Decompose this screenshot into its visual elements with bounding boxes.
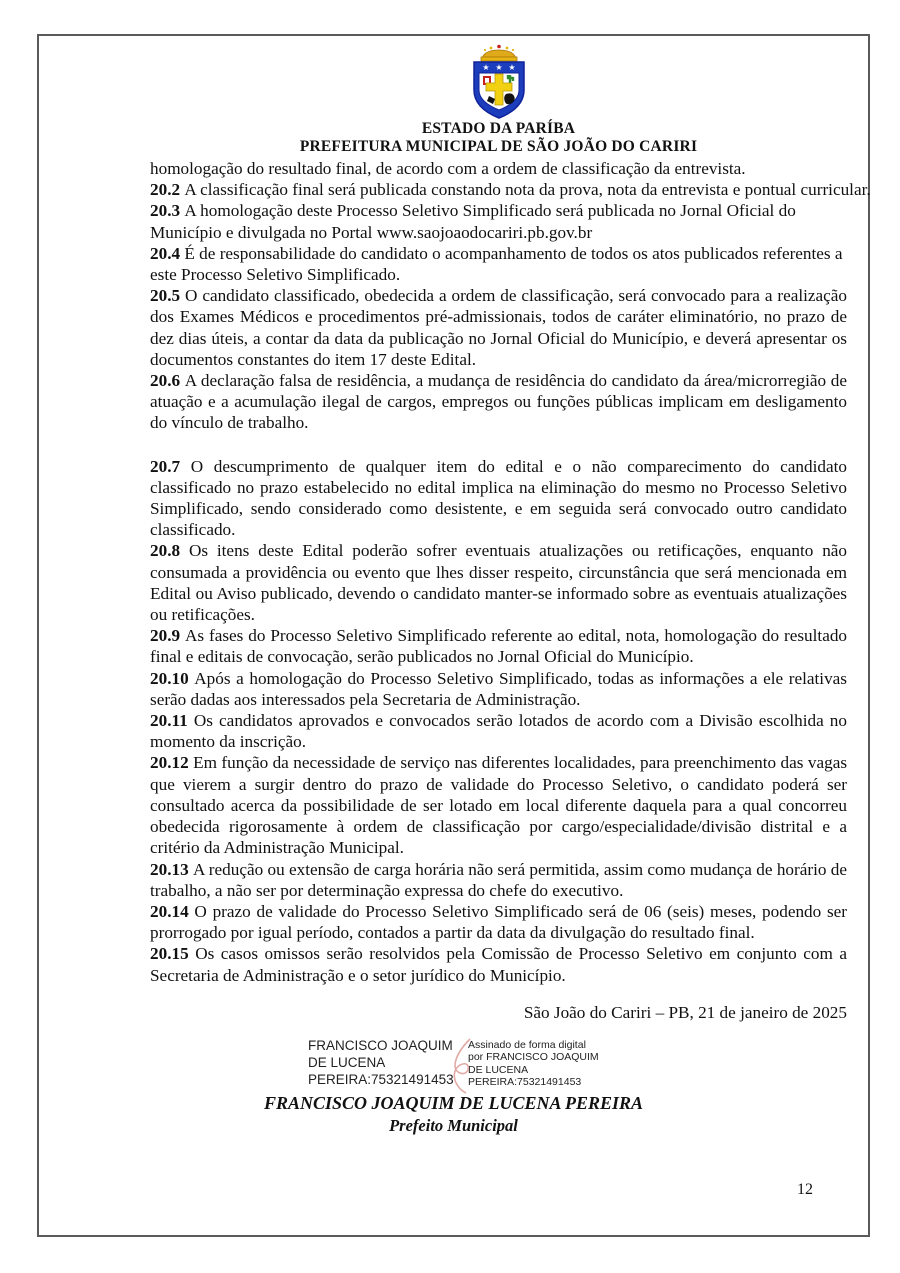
page-border	[37, 34, 870, 1237]
digital-signature-signer-line: DE LUCENA	[308, 1054, 386, 1070]
paragraph: 20.13 A redução ou extensão de carga horária não será permitida, assim como mudança de horário de trabalho, a não ser por determinação expressa do chefe do executivo.	[150, 859, 848, 900]
item-number: 20.5	[150, 286, 185, 306]
svg-text:★: ★	[481, 63, 490, 72]
paragraph: 20.5 O candidato classificado, obedecida a ordem de classificação, será convocado para a realização dos Exames Médicos e procedimentos pré-admissionais, todos de caráter eliminatório, no prazo de dez dias úteis, a contar da data da publicação no Jornal Oficial do Município, e deverá apresentar os documentos constantes do item 17 deste Edital.	[150, 286, 848, 369]
digital-signature-detail-line: PEREIRA:75321491453	[468, 1076, 582, 1089]
svg-text:★: ★	[507, 63, 516, 72]
item-number: 20.14	[150, 901, 195, 921]
digital-signature-detail-line: DE LUCENA	[468, 1063, 529, 1076]
item-number: 20.8	[150, 541, 189, 561]
page-content	[150, 36, 871, 1136]
digital-signature-detail-line: por FRANCISCO JOAQUIM	[468, 1051, 599, 1064]
paragraph: 20.4 É de responsabilidade do candidato o acompanhamento de todos os atos publicados referentes a este Processo Seletivo Simplificado.	[150, 243, 843, 285]
digital-signature-signer	[308, 1037, 468, 1088]
paragraph-spacer	[150, 434, 847, 456]
signatory-name: FRANCISCO JOAQUIM DE LUCENA PEREIRA	[263, 1092, 644, 1113]
item-number: 20.11	[150, 711, 194, 731]
paragraph: 20.11 Os candidatos aprovados e convocados serão lotados de acordo com a Divisão escolhida no momento da inscrição.	[150, 711, 847, 752]
item-number: 20.9	[150, 626, 185, 646]
header-municipality-line: PREFEITURA MUNICIPAL DE SÃO JOÃO DO CARIRI	[299, 137, 698, 155]
document-header	[150, 36, 847, 155]
item-number: 20.12	[150, 753, 194, 773]
signatory-title: Prefeito Municipal	[389, 1115, 518, 1135]
digital-signature-block	[308, 1037, 847, 1089]
paragraph: 20.14 O prazo de validade do Processo Seletivo Simplificado será de 06 (seis) meses, podendo ser prorrogado por igual período, contados a partir da data da divulgação do resultado final.	[150, 901, 848, 943]
item-number: 20.4	[150, 243, 185, 263]
item-number: 20.6	[150, 371, 185, 391]
item-number: 20.7	[150, 456, 191, 476]
paragraph: 20.6 A declaração falsa de residência, a mudança de residência do candidato da área/microrregião de atuação e a acumulação ilegal de cargos, empregos ou funções públicas implicam em desligamento do vínculo de trabalho.	[150, 371, 847, 433]
item-number: 20.10	[150, 668, 195, 688]
paragraph: 20.15 Os casos omissos serão resolvidos pela Comissão de Processo Seletivo em conjunto com a Secretaria de Administração e o setor jurídico do Município.	[150, 944, 847, 985]
paragraph: homologação do resultado final, de acordo com a ordem de classificação da entrevista.	[150, 159, 746, 178]
svg-text:★: ★	[494, 63, 503, 72]
coat-of-arms-icon	[469, 44, 529, 120]
paragraph: 20.9 As fases do Processo Seletivo Simplificado referente ao edital, nota, homologação do resultado final e editais de convocação, serão publicados no Jornal Oficial do Município.	[150, 626, 848, 667]
paragraph: 20.2 A classificação final será publicada constando nota da prova, nota da entrevista e pontual curricular.	[150, 180, 871, 200]
digital-signature-signer-line: PEREIRA:75321491453	[308, 1071, 454, 1087]
item-number: 20.15	[150, 944, 196, 964]
item-number: 20.13	[150, 859, 194, 879]
paragraph: 20.8 Os itens deste Edital poderão sofrer eventuais atualizações ou retificações, enquanto não consumada a providência ou evento que lhes disser respeito, circunstância que será mencionada em Edital ou Aviso publicado, devendo o candidato manter-se informado sobre as eventuais atualizações ou retificações.	[150, 541, 848, 625]
item-number: 20.3	[150, 201, 185, 221]
header-state-line: ESTADO DA PARÍBA	[421, 120, 576, 137]
paragraph: 20.3 A homologação deste Processo Seletivo Simplificado será publicada no Jornal Oficial do Município e divulgada no Portal www.saojoaodocariri.pb.gov.br	[150, 201, 796, 242]
digital-signature-detail-line: Assinado de forma digital	[468, 1038, 586, 1051]
paragraph: 20.7 O descumprimento de qualquer item do edital e o não comparecimento do candidato classificado no prazo estabelecido no edital implica na eliminação do mesmo no Processo Seletivo Simplificado, sendo considerado como desistente, e em seguida será convocado outro candidato classificado.	[150, 456, 847, 540]
paragraph: 20.12 Em função da necessidade de serviço nas diferentes localidades, para preenchimento das vagas que vierem a surgir dentro do prazo de validade do Processo Seletivo, o candidato poderá ser consultado acerca da possibilidade de ser lotado em local diferente daquela para a qual concorreu obedecida rigorosamente à ordem de classificação por cargo/especialidade/divisão distrital e a critério da Administração Municipal.	[150, 753, 848, 858]
date-line: São João do Cariri – PB, 21 de janeiro de 2025	[523, 1002, 847, 1022]
digital-signature-signer-line: FRANCISCO JOAQUIM	[308, 1037, 453, 1053]
item-number: 20.2	[150, 180, 185, 200]
paragraph: 20.10 Após a homologação do Processo Seletivo Simplificado, todas as informações a ele relativas serão dadas aos interessados pela Secretaria de Administração.	[150, 668, 847, 709]
page-number: 12	[797, 1181, 813, 1198]
document-body	[150, 158, 871, 986]
digital-signature-details	[468, 1037, 599, 1089]
